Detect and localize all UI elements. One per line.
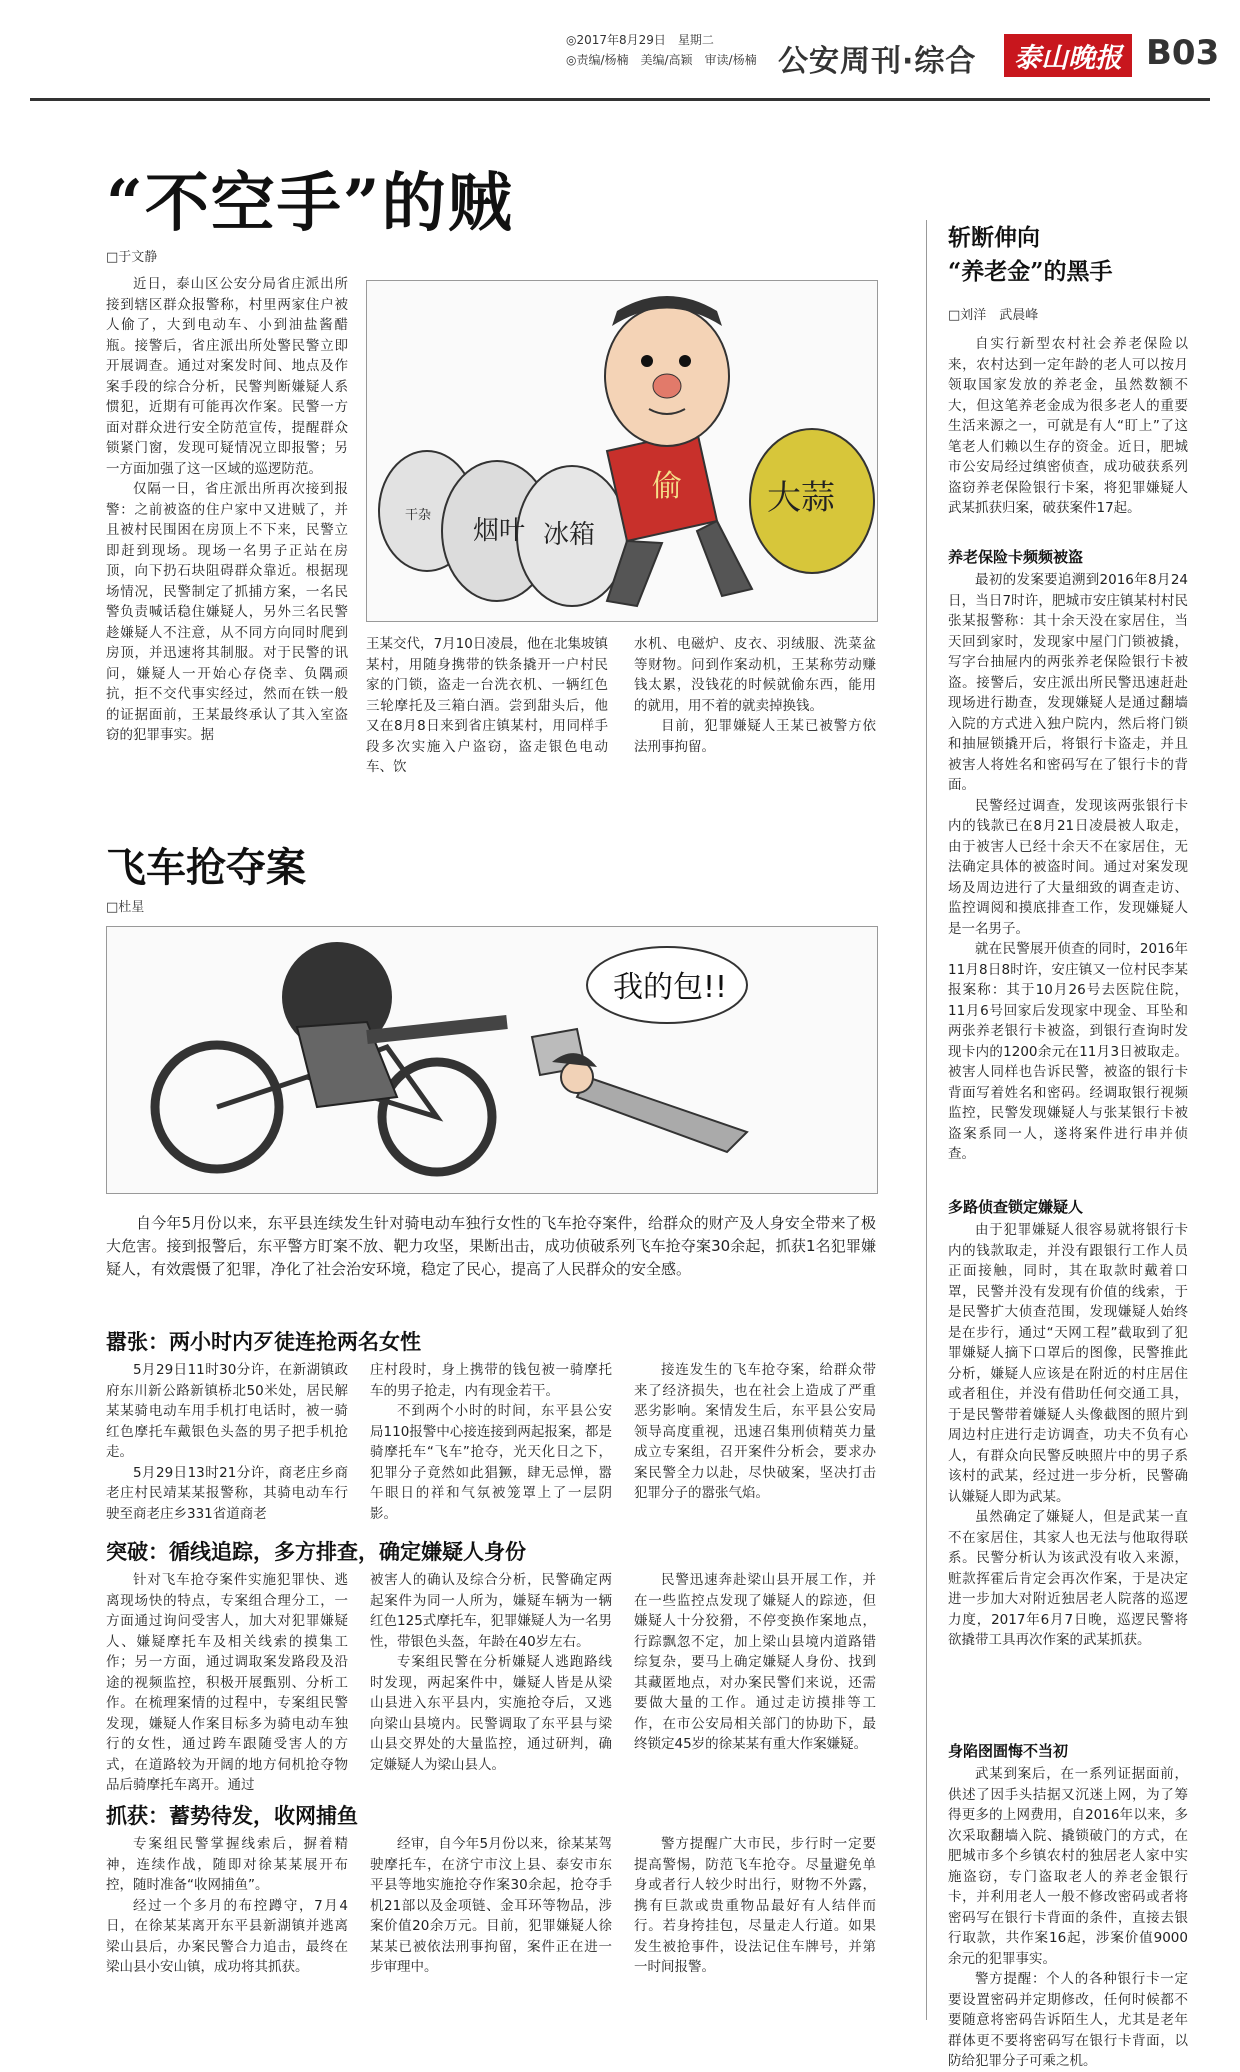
paragraph: 5月29日13时21分许，商老庄乡商老庄村民靖某某报警称，其骑电动车行驶至商老庄乡331省道商老 — [106, 1464, 348, 1522]
paragraph: 专案组民警在分析嫌疑人逃跑路线时发现，两起案件中，嫌疑人皆是从梁山县进入东平县内，实施抢夺后，又逃向梁山县境内。民警调取了东平县与梁山县交界处的大量监控，通过研判，确定嫌疑人为梁山县人。 — [370, 1654, 612, 1773]
sec1-col1 — [106, 1360, 348, 1522]
paragraph: 自实行新型农村社会养老保险以来，农村达到一定年龄的老人可以按月领取国家发放的养老金，虽然数额不大，但这笔养老金成为很多老人的重要生活来源之一，可就是有人“盯上”了这笔老人们赖以生存的资金。近日，肥城市公安局经过缜密侦查，成功破获系列盗窃养老保险银行卡案，将犯罪嫌疑人武某抓获归案，破获案件17起。 — [948, 336, 1188, 516]
sec3-col3 — [634, 1834, 876, 2020]
sidebar-title-line1: 斩断伸向 — [948, 224, 1040, 251]
sidebar-subhead-1: 养老保险卡频频被盗 — [948, 548, 1084, 566]
column-divider — [926, 220, 927, 2020]
sec2-col1 — [106, 1570, 348, 1793]
sec3-col1 — [106, 1834, 348, 2020]
sidebar-byline: □刘洋 武晨峰 — [948, 308, 1039, 323]
article2-byline: □杜星 — [106, 900, 145, 915]
sec1-col2 — [370, 1360, 612, 1522]
paragraph: 民警迅速奔赴梁山县开展工作，并在一些监控点发现了嫌疑人的踪迹，但嫌疑人十分狡猾，不停变换作案地点，行踪飘忽不定，加上梁山县境内道路错综复杂，要马上确定嫌疑人身份、找到其藏匿地点，对办案民警们来说，还需要做大量的工作。通过走访摸排等工作，在市公安局相关部门的协助下，最终锁定45岁的徐某某有重大作案嫌疑。 — [634, 1572, 876, 1752]
paragraph: 专案组民警掌握线索后，摒着精神，连续作战，随即对徐某某展开布控，随时准备“收网捕鱼”。 — [106, 1836, 348, 1893]
paper-logo: 泰山晚报 — [1004, 34, 1132, 77]
paragraph: 虽然确定了嫌疑人，但是武某一直不在家居住，其家人也无法与他取得联系。民警分析认为该武没有收入来源，赃款挥霍后肯定会再次作案，于是决定进一步加大对附近独居老人院落的巡逻力度，2017年6月7日晚，巡逻民警将欲撬带工具再次作案的武某抓获。 — [948, 1509, 1188, 1648]
date-line: ◎2017年8月29日 星期二 — [566, 33, 714, 47]
sec1-col3 — [634, 1360, 876, 1510]
paragraph: 武某到案后，在一系列证据面前，供述了因手头拮据又沉迷上网，为了筹得更多的上网费用，自2016年以来，多次采取翻墙入院、撬锁破门的方式，在肥城市多个乡镇农村的独居老人家中实施盗窃，专门盗取老人的养老金银行卡，并利用老人一般不修改密码或者将密码写在银行卡背面的条件，直接去银行取款，共作案16起，涉案价值9000余元的犯罪事实。 — [948, 1766, 1188, 1967]
article1-col2 — [366, 634, 608, 776]
subhead-capture: 抓获：蓄势待发，收网捕鱼 — [106, 1804, 358, 1828]
article2-intro — [106, 1212, 876, 1304]
paragraph: 庄村段时，身上携带的钱包被一骑摩托车的男子抢走，内有现金若干。 — [370, 1362, 612, 1399]
sidebar-intro — [948, 334, 1188, 534]
paragraph: 针对飞车抢夺案件实施犯罪快、逃离现场快的特点，专案组合理分工，一方面通过询问受害人，加大对犯罪嫌疑人、嫌疑摩托车及相关线索的摸集工作；另一方面，通过调取案发路段及沿途的视频监控，积极开展甄别、分析工作。在梳理案情的过程中，专案组民警发现，嫌疑人作案目标多为骑电动车独行的女性，通过跨车跟随受害人的方式，在道路较为开阔的地方伺机抢夺物品后骑摩托车离开。通过 — [106, 1572, 348, 1793]
speech-bubble-text: 我的包!! — [613, 970, 728, 1005]
sidebar-title-line2: “养老金”的黑手 — [948, 258, 1113, 285]
paragraph: 经过一个多月的布控蹲守，7月4日，在徐某某离开东平县新湖镇并逃离梁山县后，办案民警合力追击，最终在梁山县小安山镇，成功将其抓获。 — [106, 1897, 348, 1975]
sack-label-garlic: 大蒜 — [767, 478, 835, 518]
paragraph: 不到两个小时的时间，东平县公安局110报警中心接连接到两起报案，都是骑摩托车“飞车”抢夺，光天化日之下，犯罪分子竟然如此猖獗，肆无忌惮，嚣午眼日的祥和气氛被笼罩上了一层阴影。 — [370, 1403, 612, 1522]
article1-col3 — [634, 634, 876, 776]
sidebar-s2 — [948, 1220, 1188, 1730]
article2-title: 飞车抢夺案 — [106, 844, 306, 891]
sidebar-s1 — [948, 570, 1188, 1188]
article1-byline: □于文静 — [106, 250, 158, 265]
paragraph: 仅隔一日，省庄派出所再次接到报警：之前被盗的住户家中又进贼了，并且被村民围困在房顶上不下来，民警立即赶到现场。现场一名男子正站在房顶，向下扔石块阻碍群众靠近。根据现场情况，民警制定了抓捕方案，一名民警负责喊话稳住嫌疑人，另外三名民警趁嫌疑人不注意，从不同方向同时爬到房顶，并迅速将其制服。对于民警的讯问，嫌疑人一开始心存侥幸、负隅顽抗，拒不交代事实经过，然而在铁一般的证据面前，王某最终承认了其入室盗窃的犯罪事实。据 — [106, 481, 348, 743]
paragraph: 自今年5月份以来，东平县连续发生针对骑电动车独行女性的飞车抢夺案件，给群众的财产及人身安全带来了极大危害。接到报警后，东平警方盯案不放、靶力攻坚，果断出击，成功侦破系列飞车抢夺案30余起，抓获1名犯罪嫌疑人，有效震慑了犯罪，净化了社会治安环境，稳定了民心，提高了人民群众的安全感。 — [106, 1214, 876, 1278]
sack-label-tobacco: 烟叶 — [473, 516, 526, 546]
shirt-label-steal: 偷 — [652, 469, 682, 504]
sec2-col3 — [634, 1570, 876, 1786]
editor-line: ◎责编/杨楠 美编/高颖 审读/杨楠 — [566, 53, 757, 67]
sack-label-fridge: 冰箱 — [543, 520, 596, 550]
paragraph: 民警经过调查，发现该两张银行卡内的钱款已在8月21日凌晨被人取走，由于被害人已经十余天不在家居住，无法确定具体的被盗时间。通过对案发现场及周边进行了大量细致的调查走访、监控调阅和摸底排查工作，发现嫌疑人是一名男子。 — [948, 797, 1188, 937]
subhead-arrogance: 嚣张：两小时内歹徒连抢两名女性 — [106, 1330, 421, 1354]
article1-col1 — [106, 274, 348, 776]
paragraph: 水机、电磁炉、皮衣、羽绒服、洗菜盆等财物。问到作案动机，王某称劳动赚钱太累，没钱花的时候就偷东西，能用的就用，用不着的就卖掉换钱。 — [634, 636, 876, 714]
snatch-illustration — [106, 926, 878, 1194]
paragraph: 被害人的确认及综合分析，民警确定两起案件为同一人所为，嫌疑车辆为一辆红色125式摩托车，犯罪嫌疑人为一名男性，带银色头盔，年龄在40岁左右。 — [370, 1572, 612, 1650]
paragraph: 警方提醒：个人的各种银行卡一定要设置密码并定期修改，任何时候都不要随意将密码告诉陌生人，尤其是老年群体更不要将密码写在银行卡背面，以防给犯罪分子可乘之机。 — [948, 1971, 1188, 2069]
paragraph: 接连发生的飞车抢夺案，给群众带来了经济损失，也在社会上造成了严重恶劣影响。案情发生后，东平县公安局领导高度重视，迅速召集刑侦精英力量成立专案组，召开案件分析会，要求办案民警全力以赴，尽快破案，坚决打击犯罪分子的嚣张气焰。 — [634, 1362, 876, 1501]
page-number: B03 — [1146, 33, 1220, 73]
paragraph: 王某交代，7月10日凌晨，他在北集坡镇某村，用随身携带的铁条撬开一户村民家的门锁，盗走一台洗衣机、一辆红色三轮摩托及三箱白酒。尝到甜头后，他又在8月8日来到省庄镇某村，用同样手段多次实施入户盗窃，盗走银色电动车、饮 — [366, 636, 608, 775]
sec3-col2 — [370, 1834, 612, 2020]
sidebar-s3 — [948, 1764, 1188, 2069]
paragraph: 由于犯罪嫌疑人很容易就将银行卡内的钱款取走，并没有跟银行工作人员正面接触，同时，其在取款时戴着口罩，民警并没有发现有价值的线索，于是民警扩大侦查范围，发现嫌疑人始终是在步行，通过“天网工程”截取到了犯罪嫌疑人摘下口罩后的图像，民警推此分析，嫌疑人应该是在附近的村庄居住或者租住，并没有借助任何交通工具，于是民警带着嫌疑人头像截图的照片到周边村庄进行走访调查，功夫不负有心人，有群众向民警反映照片中的男子系该村的武某，经过进一步分析，民警确认嫌疑人即为武某。 — [948, 1222, 1188, 1505]
paragraph: 就在民警展开侦查的同时，2016年11月8日8时许，安庄镇又一位村民李某报案称：其于10月26号去医院住院，11月6号回家后发现家中现金、耳坠和两张养老银行卡被盗，到银行查询时发现卡内的1200余元在11月3日被取走。被害人同样也告诉民警，被盗的银行卡背面写着姓名和密码。经调取银行视频监控，民警发现嫌疑人与张某银行卡被盗案系同一人，遂将案件进行串并侦查。 — [948, 941, 1188, 1162]
header-rule — [30, 98, 1210, 101]
paragraph: 最初的发案要追溯到2016年8月24日，当日7时许，肥城市安庄镇某村村民张某报警称：其十余天没在家居住，当天回到家时，发现家中屋门门锁被撬，写字台抽屉内的两张养老保险银行卡被盗。接警后，安庄派出所民警迅速赶赴现场进行勘查，发现嫌疑人是通过翻墙入院的方式进入独户院内，然后将门锁和抽屉锁撬开后，将银行卡盗走，并且被害人将姓名和密码写在了银行卡的背面。 — [948, 572, 1188, 793]
sidebar-subhead-3: 身陷囹圄悔不当初 — [948, 1742, 1069, 1760]
paragraph: 目前，犯罪嫌疑人王某已被警方依法刑事拘留。 — [634, 718, 876, 755]
paragraph: 5月29日11时30分许，在新湖镇政府东川新公路新镇桥北50米处，居民解某某骑电动车用手机打电话时，被一骑红色摩托车戴银色头盔的男子把手机抢走。 — [106, 1362, 348, 1460]
paragraph: 警方提醒广大市民，步行时一定要提高警惕，防范飞车抢夺。尽量避免单身或者行人较少时出行，财物不外露，携有巨款或贵重物品最好有人结伴而行。若身挎挂包，尽量走人行道。如果发生被抢事件，设法记住车牌号，并第一时间报警。 — [634, 1836, 876, 1975]
section-title: 公安周刊·综合 — [778, 44, 977, 79]
thief-illustration — [366, 280, 878, 622]
paragraph: 近日，泰山区公安分局省庄派出所接到辖区群众报警称，村里两家住户被人偷了，大到电动车、小到油盐酱醋瓶。接警后，省庄派出所处警民警立即开展调查。通过对案发时间、地点及作案手段的综合分析，民警判断嫌疑人系惯犯，近期有可能再次作案。民警一方面对群众进行安全防范宣传，提醒群众锁紧门窗，发现可疑情况立即报警；另一方面加强了这一区域的巡逻防范。 — [106, 276, 348, 477]
sack-label-dried-goods: 干杂 — [405, 508, 432, 523]
sidebar-subhead-2: 多路侦查锁定嫌疑人 — [948, 1198, 1084, 1216]
sec2-col2 — [370, 1570, 612, 1786]
article1-title: “不空手”的贼 — [106, 166, 514, 241]
subhead-breakthrough: 突破：循线追踪，多方排查，确定嫌疑人身份 — [106, 1540, 526, 1564]
paragraph: 经审，自今年5月份以来，徐某某驾驶摩托车，在济宁市汶上县、泰安市东平县等地实施抢夺作案30余起，抢夺手机21部以及金项链、金耳环等物品，涉案价值20余万元。目前，犯罪嫌疑人徐某某已被依法刑事拘留，案件正在进一步审理中。 — [370, 1836, 612, 1975]
